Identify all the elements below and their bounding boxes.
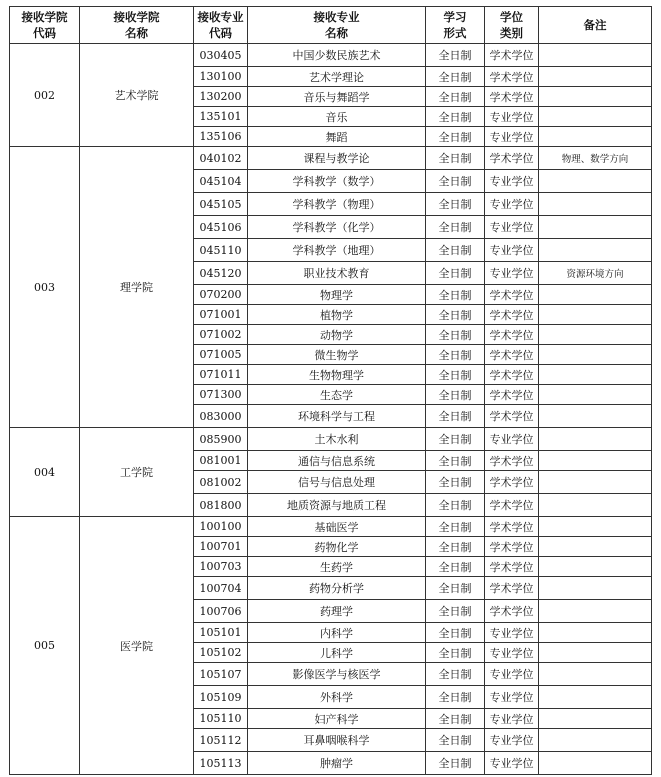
degree-type: 学术学位 bbox=[485, 471, 539, 494]
major-code: 045104 bbox=[194, 170, 248, 193]
study-mode: 全日制 bbox=[426, 643, 485, 663]
college-name: 理学院 bbox=[80, 147, 194, 428]
major-name: 药物化学 bbox=[248, 537, 426, 557]
major-code: 130200 bbox=[194, 87, 248, 107]
study-mode: 全日制 bbox=[426, 405, 485, 428]
degree-type: 学术学位 bbox=[485, 87, 539, 107]
degree-type: 学术学位 bbox=[485, 451, 539, 471]
degree-type: 学术学位 bbox=[485, 147, 539, 170]
remark bbox=[539, 709, 652, 729]
remark bbox=[539, 216, 652, 239]
college-name: 医学院 bbox=[80, 517, 194, 775]
remark: 物理、数学方向 bbox=[539, 147, 652, 170]
college-code: 002 bbox=[10, 44, 80, 147]
major-name: 舞蹈 bbox=[248, 127, 426, 147]
major-code: 045106 bbox=[194, 216, 248, 239]
college-name: 工学院 bbox=[80, 428, 194, 517]
header-major-name: 接收专业 名称 bbox=[248, 7, 426, 44]
remark bbox=[539, 107, 652, 127]
degree-type: 专业学位 bbox=[485, 262, 539, 285]
major-code: 105101 bbox=[194, 623, 248, 643]
degree-type: 学术学位 bbox=[485, 537, 539, 557]
remark bbox=[539, 428, 652, 451]
study-mode: 全日制 bbox=[426, 170, 485, 193]
degree-type: 学术学位 bbox=[485, 517, 539, 537]
remark bbox=[539, 345, 652, 365]
study-mode: 全日制 bbox=[426, 709, 485, 729]
study-mode: 全日制 bbox=[426, 262, 485, 285]
study-mode: 全日制 bbox=[426, 67, 485, 87]
study-mode: 全日制 bbox=[426, 325, 485, 345]
degree-type: 专业学位 bbox=[485, 752, 539, 775]
degree-type: 学术学位 bbox=[485, 325, 539, 345]
remark bbox=[539, 663, 652, 686]
major-name: 内科学 bbox=[248, 623, 426, 643]
study-mode: 全日制 bbox=[426, 216, 485, 239]
major-code: 105113 bbox=[194, 752, 248, 775]
college-code: 004 bbox=[10, 428, 80, 517]
remark bbox=[539, 87, 652, 107]
major-code: 105110 bbox=[194, 709, 248, 729]
degree-type: 学术学位 bbox=[485, 285, 539, 305]
study-mode: 全日制 bbox=[426, 385, 485, 405]
remark bbox=[539, 193, 652, 216]
degree-type: 专业学位 bbox=[485, 170, 539, 193]
degree-type: 专业学位 bbox=[485, 709, 539, 729]
major-name: 儿科学 bbox=[248, 643, 426, 663]
major-name: 学科教学（物理） bbox=[248, 193, 426, 216]
major-code: 100701 bbox=[194, 537, 248, 557]
degree-type: 专业学位 bbox=[485, 663, 539, 686]
major-name: 肿瘤学 bbox=[248, 752, 426, 775]
remark bbox=[539, 239, 652, 262]
header-study-mode: 学习 形式 bbox=[426, 7, 485, 44]
major-code: 083000 bbox=[194, 405, 248, 428]
remark bbox=[539, 365, 652, 385]
remark bbox=[539, 170, 652, 193]
major-name: 植物学 bbox=[248, 305, 426, 325]
degree-type: 专业学位 bbox=[485, 239, 539, 262]
study-mode: 全日制 bbox=[426, 147, 485, 170]
degree-type: 学术学位 bbox=[485, 577, 539, 600]
study-mode: 全日制 bbox=[426, 285, 485, 305]
major-name: 耳鼻咽喉科学 bbox=[248, 729, 426, 752]
header-college-code: 接收学院 代码 bbox=[10, 7, 80, 44]
major-code: 105107 bbox=[194, 663, 248, 686]
study-mode: 全日制 bbox=[426, 623, 485, 643]
major-name: 地质资源与地质工程 bbox=[248, 494, 426, 517]
remark bbox=[539, 623, 652, 643]
remark bbox=[539, 405, 652, 428]
study-mode: 全日制 bbox=[426, 471, 485, 494]
major-name: 学科教学（数学） bbox=[248, 170, 426, 193]
major-code: 071002 bbox=[194, 325, 248, 345]
degree-type: 学术学位 bbox=[485, 557, 539, 577]
major-code: 071001 bbox=[194, 305, 248, 325]
degree-type: 学术学位 bbox=[485, 345, 539, 365]
remark bbox=[539, 686, 652, 709]
major-code: 071005 bbox=[194, 345, 248, 365]
study-mode: 全日制 bbox=[426, 577, 485, 600]
major-name: 职业技术教育 bbox=[248, 262, 426, 285]
remark bbox=[539, 643, 652, 663]
remark bbox=[539, 752, 652, 775]
table-row bbox=[10, 44, 652, 67]
study-mode: 全日制 bbox=[426, 44, 485, 67]
remark: 资源环境方向 bbox=[539, 262, 652, 285]
remark bbox=[539, 67, 652, 87]
study-mode: 全日制 bbox=[426, 87, 485, 107]
header-major-code: 接收专业 代码 bbox=[194, 7, 248, 44]
study-mode: 全日制 bbox=[426, 127, 485, 147]
remark bbox=[539, 517, 652, 537]
study-mode: 全日制 bbox=[426, 305, 485, 325]
header-degree-type: 学位 类别 bbox=[485, 7, 539, 44]
remark bbox=[539, 600, 652, 623]
major-name: 音乐与舞蹈学 bbox=[248, 87, 426, 107]
remark bbox=[539, 494, 652, 517]
study-mode: 全日制 bbox=[426, 345, 485, 365]
degree-type: 学术学位 bbox=[485, 44, 539, 67]
study-mode: 全日制 bbox=[426, 451, 485, 471]
remark bbox=[539, 305, 652, 325]
major-code: 100704 bbox=[194, 577, 248, 600]
header-row bbox=[10, 7, 652, 44]
major-name: 外科学 bbox=[248, 686, 426, 709]
degree-type: 学术学位 bbox=[485, 67, 539, 87]
major-name: 学科教学（地理） bbox=[248, 239, 426, 262]
major-name: 土木水利 bbox=[248, 428, 426, 451]
table-row bbox=[10, 517, 652, 537]
remark bbox=[539, 127, 652, 147]
header-college-name: 接收学院 名称 bbox=[80, 7, 194, 44]
major-name: 生药学 bbox=[248, 557, 426, 577]
major-name: 妇产科学 bbox=[248, 709, 426, 729]
degree-type: 学术学位 bbox=[485, 494, 539, 517]
major-code: 105112 bbox=[194, 729, 248, 752]
major-name: 微生物学 bbox=[248, 345, 426, 365]
major-code: 105109 bbox=[194, 686, 248, 709]
study-mode: 全日制 bbox=[426, 365, 485, 385]
study-mode: 全日制 bbox=[426, 729, 485, 752]
major-code: 100100 bbox=[194, 517, 248, 537]
major-code: 100703 bbox=[194, 557, 248, 577]
major-code: 100706 bbox=[194, 600, 248, 623]
admissions-table bbox=[9, 6, 652, 775]
study-mode: 全日制 bbox=[426, 752, 485, 775]
study-mode: 全日制 bbox=[426, 107, 485, 127]
major-code: 045110 bbox=[194, 239, 248, 262]
major-name: 动物学 bbox=[248, 325, 426, 345]
remark bbox=[539, 537, 652, 557]
remark bbox=[539, 451, 652, 471]
table-row bbox=[10, 428, 652, 451]
remark bbox=[539, 325, 652, 345]
college-name: 艺术学院 bbox=[80, 44, 194, 147]
major-name: 艺术学理论 bbox=[248, 67, 426, 87]
major-code: 040102 bbox=[194, 147, 248, 170]
major-code: 071011 bbox=[194, 365, 248, 385]
college-code: 005 bbox=[10, 517, 80, 775]
table-row bbox=[10, 147, 652, 170]
degree-type: 专业学位 bbox=[485, 428, 539, 451]
major-name: 学科教学（化学） bbox=[248, 216, 426, 239]
study-mode: 全日制 bbox=[426, 663, 485, 686]
major-code: 130100 bbox=[194, 67, 248, 87]
degree-type: 学术学位 bbox=[485, 385, 539, 405]
degree-type: 专业学位 bbox=[485, 127, 539, 147]
degree-type: 学术学位 bbox=[485, 365, 539, 385]
study-mode: 全日制 bbox=[426, 517, 485, 537]
major-name: 课程与教学论 bbox=[248, 147, 426, 170]
study-mode: 全日制 bbox=[426, 494, 485, 517]
major-name: 生物物理学 bbox=[248, 365, 426, 385]
study-mode: 全日制 bbox=[426, 557, 485, 577]
major-code: 045120 bbox=[194, 262, 248, 285]
remark bbox=[539, 471, 652, 494]
major-name: 药理学 bbox=[248, 600, 426, 623]
degree-type: 学术学位 bbox=[485, 305, 539, 325]
remark bbox=[539, 729, 652, 752]
degree-type: 专业学位 bbox=[485, 193, 539, 216]
study-mode: 全日制 bbox=[426, 239, 485, 262]
major-name: 影像医学与核医学 bbox=[248, 663, 426, 686]
remark bbox=[539, 577, 652, 600]
major-code: 085900 bbox=[194, 428, 248, 451]
major-code: 135106 bbox=[194, 127, 248, 147]
remark bbox=[539, 44, 652, 67]
remark bbox=[539, 557, 652, 577]
major-name: 信号与信息处理 bbox=[248, 471, 426, 494]
degree-type: 专业学位 bbox=[485, 623, 539, 643]
degree-type: 学术学位 bbox=[485, 405, 539, 428]
study-mode: 全日制 bbox=[426, 537, 485, 557]
degree-type: 专业学位 bbox=[485, 643, 539, 663]
degree-type: 专业学位 bbox=[485, 686, 539, 709]
major-name: 通信与信息系统 bbox=[248, 451, 426, 471]
major-name: 物理学 bbox=[248, 285, 426, 305]
degree-type: 专业学位 bbox=[485, 107, 539, 127]
remark bbox=[539, 285, 652, 305]
major-name: 音乐 bbox=[248, 107, 426, 127]
degree-type: 专业学位 bbox=[485, 729, 539, 752]
major-code: 070200 bbox=[194, 285, 248, 305]
study-mode: 全日制 bbox=[426, 686, 485, 709]
major-name: 生态学 bbox=[248, 385, 426, 405]
college-code: 003 bbox=[10, 147, 80, 428]
study-mode: 全日制 bbox=[426, 428, 485, 451]
header-remark: 备注 bbox=[539, 7, 652, 44]
major-code: 030405 bbox=[194, 44, 248, 67]
major-code: 045105 bbox=[194, 193, 248, 216]
degree-type: 专业学位 bbox=[485, 216, 539, 239]
major-code: 081002 bbox=[194, 471, 248, 494]
major-code: 135101 bbox=[194, 107, 248, 127]
study-mode: 全日制 bbox=[426, 600, 485, 623]
major-name: 药物分析学 bbox=[248, 577, 426, 600]
major-code: 105102 bbox=[194, 643, 248, 663]
major-name: 基础医学 bbox=[248, 517, 426, 537]
study-mode: 全日制 bbox=[426, 193, 485, 216]
major-name: 中国少数民族艺术 bbox=[248, 44, 426, 67]
major-code: 081800 bbox=[194, 494, 248, 517]
remark bbox=[539, 385, 652, 405]
major-code: 081001 bbox=[194, 451, 248, 471]
major-name: 环境科学与工程 bbox=[248, 405, 426, 428]
major-code: 071300 bbox=[194, 385, 248, 405]
degree-type: 学术学位 bbox=[485, 600, 539, 623]
